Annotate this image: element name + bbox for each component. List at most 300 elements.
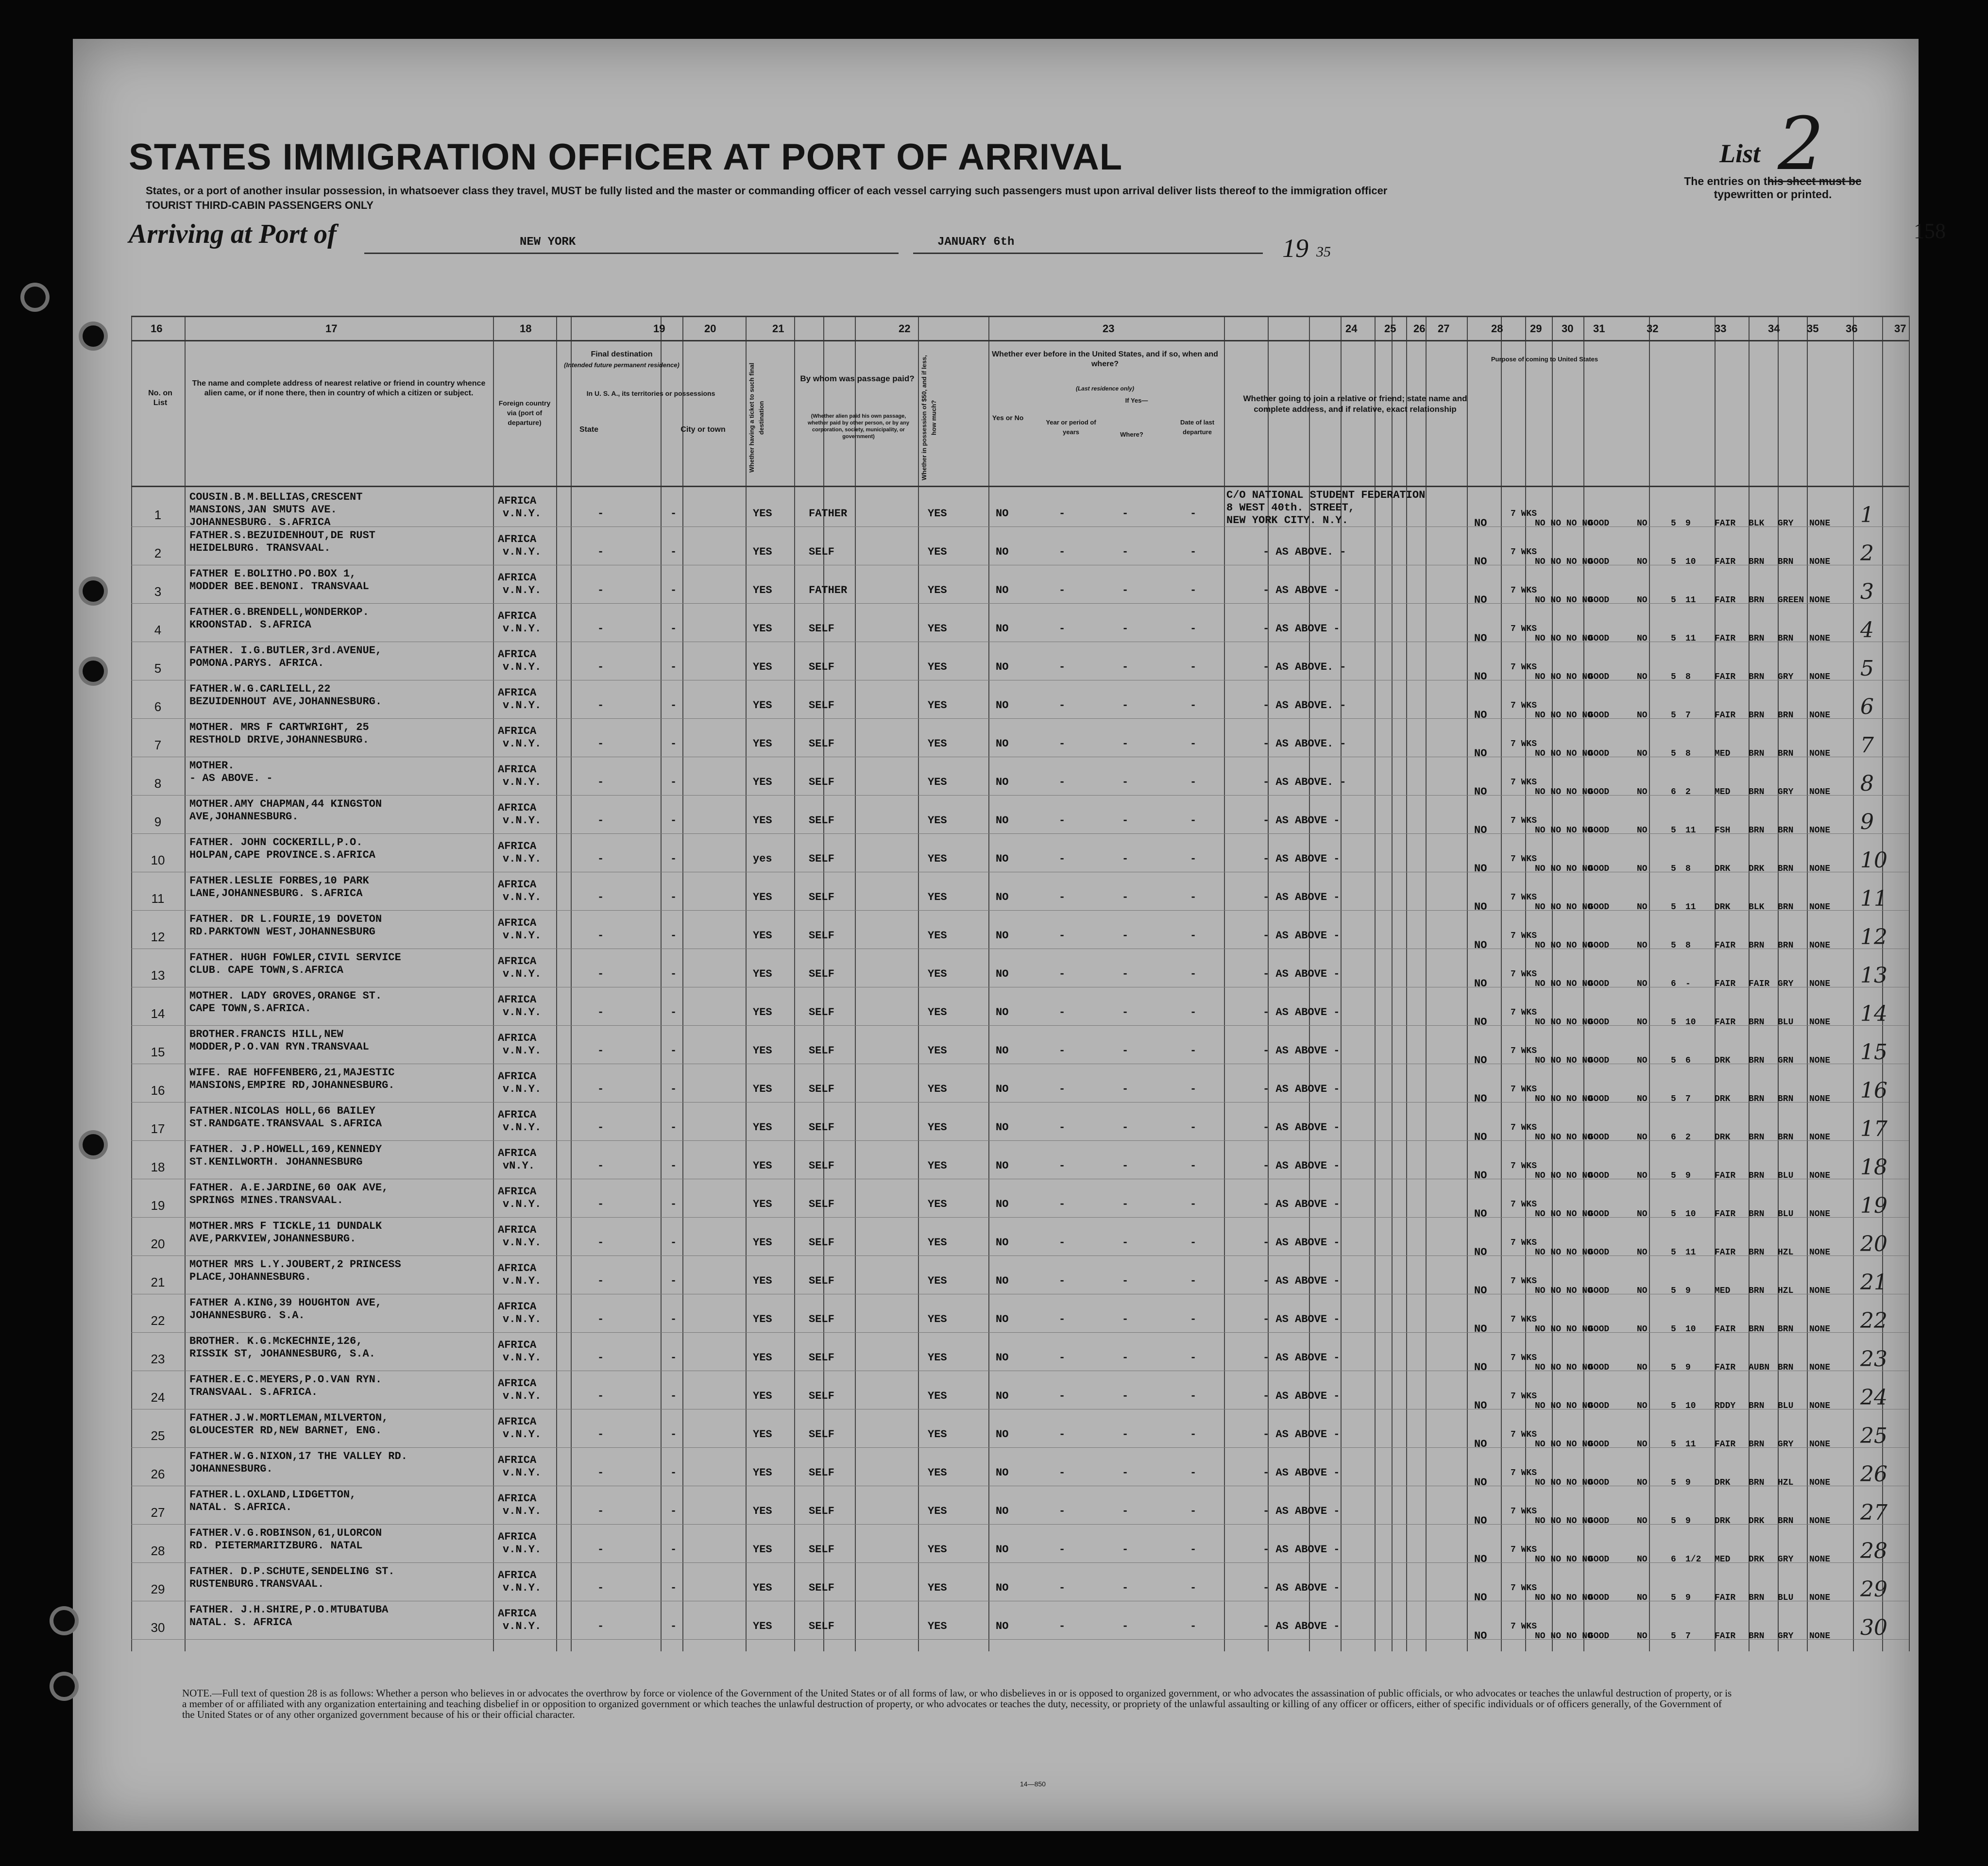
where-value: -	[1122, 1121, 1129, 1134]
money-value: YES	[928, 1582, 947, 1594]
eyes-value: BRN	[1778, 711, 1794, 720]
column-number-23: 23	[1103, 322, 1115, 335]
where-value: -	[1122, 508, 1129, 520]
passage-paid-value: SELF	[809, 1505, 834, 1517]
departure-value: -	[1190, 1544, 1197, 1556]
stay-length-value: 7 WKS	[1511, 1353, 1537, 1363]
health-value: GOOD	[1588, 557, 1610, 567]
row-number: 18	[151, 1160, 165, 1174]
year-suffix: 35	[1316, 244, 1331, 260]
passage-paid-value: SELF	[809, 1313, 834, 1325]
foreign-port-line: v.N.Y.	[503, 1237, 542, 1249]
foreign-port-line: v.N.Y.	[503, 508, 542, 520]
state-value: -	[597, 661, 604, 673]
before-us-value: NO	[996, 1006, 1009, 1018]
departure-value: -	[1190, 1390, 1197, 1402]
header-years: Year or period of years	[1046, 419, 1096, 436]
where-value: -	[1122, 1544, 1129, 1556]
health-value: GOOD	[1588, 864, 1610, 874]
column-number-24: 24	[1345, 322, 1358, 335]
departure-value: -	[1190, 546, 1197, 558]
row-number: 5	[154, 661, 162, 676]
header-join-relative: Whether going to join a relative or friend; state name and complete address, and if relative, exact relationship	[1243, 394, 1467, 414]
before-us-value: NO	[996, 1313, 1009, 1325]
binder-hole	[83, 661, 104, 682]
stay-length-value: 7 WKS	[1511, 1315, 1537, 1324]
purpose-value: NO	[1474, 863, 1487, 875]
passage-paid-value: SELF	[809, 661, 834, 673]
relative-address-line: ST.KENILWORTH. JOHANNESBURG	[189, 1156, 363, 1168]
health-value: GOOD	[1588, 1631, 1610, 1641]
column-number-16: 16	[151, 322, 163, 335]
ticket-value: YES	[753, 584, 772, 596]
foreign-port-line: AFRICA	[498, 1416, 537, 1428]
money-value: YES	[928, 968, 947, 980]
city-value: -	[670, 1467, 677, 1479]
relative-address-line: RISSIK ST, JOHANNESBURG, S.A.	[189, 1348, 375, 1360]
height-feet-value: 5	[1671, 595, 1676, 605]
join-relative-line: - AS ABOVE -	[1263, 1313, 1340, 1325]
binder-hole	[24, 287, 46, 308]
row-number: 28	[151, 1544, 165, 1558]
eyes-value: BRN	[1778, 1516, 1794, 1526]
departure-value: -	[1190, 623, 1197, 635]
height-inches-value: 10	[1685, 557, 1696, 567]
complexion-value: FAIR	[1715, 1631, 1736, 1641]
no-answers: NO NO NO NO	[1535, 1171, 1593, 1181]
relative-address-line: GLOUCESTER RD,NEW BARNET, ENG.	[189, 1425, 382, 1437]
join-relative-line: - AS ABOVE -	[1263, 1582, 1340, 1594]
departure-value: -	[1190, 968, 1197, 980]
foreign-port-line: AFRICA	[498, 917, 537, 929]
row-number: 30	[151, 1620, 165, 1635]
height-feet-value: 5	[1671, 1363, 1676, 1373]
height-feet-value: 6	[1671, 1555, 1676, 1564]
ticket-value: YES	[753, 1083, 772, 1095]
height-inches-value: 11	[1685, 595, 1696, 605]
pencil-tally: 7	[1860, 733, 1874, 758]
marks-value: NONE	[1809, 1324, 1831, 1334]
eyes-value: BRN	[1778, 826, 1794, 835]
purpose-value: NO	[1474, 556, 1487, 568]
city-value: -	[670, 776, 677, 788]
marks-value: NONE	[1809, 1593, 1831, 1603]
height-feet-value: 5	[1671, 749, 1676, 759]
no-answers: NO NO NO NO	[1535, 1094, 1593, 1104]
purpose-value: NO	[1474, 1361, 1487, 1374]
eyes-value: BLU	[1778, 1209, 1794, 1219]
row-number: 25	[151, 1428, 165, 1443]
passage-paid-value: SELF	[809, 1544, 834, 1556]
height-feet-value: 5	[1671, 864, 1676, 874]
health-value: GOOD	[1588, 1593, 1610, 1603]
ticket-value: YES	[753, 546, 772, 558]
relative-address-line: FATHER. J.H.SHIRE,P.O.MTUBATUBA	[189, 1604, 389, 1616]
before-us-value: NO	[996, 1582, 1009, 1594]
complexion-value: DRK	[1715, 1056, 1731, 1066]
row-number: 10	[151, 853, 165, 867]
header-final-destination-sub: (Intended future permanent residence)	[564, 361, 680, 369]
relative-address-line: BROTHER. K.G.McKECHNIE,126,	[189, 1335, 363, 1347]
hair-value: BRN	[1749, 634, 1765, 644]
relative-address-line: AVE,JOHANNESBURG.	[189, 811, 299, 823]
height-feet-value: 6	[1671, 979, 1676, 989]
foreign-port-line: v.N.Y.	[503, 853, 542, 865]
column-number-37: 37	[1894, 322, 1906, 335]
city-value: -	[670, 1390, 677, 1402]
before-us-value: NO	[996, 1620, 1009, 1632]
eyes-value: BRN	[1778, 1094, 1794, 1104]
height-inches-value: 2	[1685, 787, 1691, 797]
column-rule	[1909, 316, 1910, 1651]
pencil-tally: 8	[1860, 771, 1874, 796]
deformed-value: NO	[1637, 1555, 1648, 1564]
before-us-value: NO	[996, 1121, 1009, 1134]
departure-value: -	[1190, 584, 1197, 596]
ticket-value: YES	[753, 1121, 772, 1134]
foreign-port-line: AFRICA	[498, 610, 537, 622]
where-value: -	[1122, 1352, 1129, 1364]
binder-hole	[53, 1676, 75, 1697]
no-answers: NO NO NO NO	[1535, 1516, 1593, 1526]
before-us-value: NO	[996, 1237, 1009, 1249]
pencil-tally: 12	[1860, 925, 1887, 950]
pencil-tally: 10	[1860, 848, 1887, 873]
relative-address-line: RD. PIETERMARITZBURG. NATAL	[189, 1540, 363, 1552]
marks-value: NONE	[1809, 1056, 1831, 1066]
deformed-value: NO	[1637, 634, 1648, 644]
where-value: -	[1122, 891, 1129, 903]
passage-paid-value: SELF	[809, 1160, 834, 1172]
money-value: YES	[928, 1160, 947, 1172]
deformed-value: NO	[1637, 979, 1648, 989]
complexion-value: FAIR	[1715, 634, 1736, 644]
column-number-30: 30	[1562, 322, 1574, 335]
foreign-port-line: v.N.Y.	[503, 1313, 542, 1325]
stay-length-value: 7 WKS	[1511, 624, 1537, 634]
hair-value: BRN	[1749, 1440, 1765, 1449]
passage-paid-value: SELF	[809, 814, 834, 827]
row-number: 12	[151, 930, 165, 944]
health-value: GOOD	[1588, 1094, 1610, 1104]
marks-value: NONE	[1809, 1555, 1831, 1564]
years-value: -	[1059, 1045, 1066, 1057]
foreign-port-line: v.N.Y.	[503, 546, 542, 558]
eyes-value: BRN	[1778, 634, 1794, 644]
city-value: -	[670, 1505, 677, 1517]
no-answers: NO NO NO NO	[1535, 672, 1593, 682]
height-feet-value: 5	[1671, 1171, 1676, 1181]
relative-address-line: BEZUIDENHOUT AVE,JOHANNESBURG.	[189, 696, 382, 708]
stay-length-value: 7 WKS	[1511, 547, 1537, 557]
hair-value: BRN	[1749, 941, 1765, 950]
city-value: -	[670, 738, 677, 750]
class-line: TOURIST THIRD-CABIN PASSENGERS ONLY	[146, 199, 374, 211]
foreign-port-line: AFRICA	[498, 1569, 537, 1581]
money-value: YES	[928, 891, 947, 903]
relative-address-line: FATHER.E.C.MEYERS,P.O.VAN RYN.	[189, 1374, 382, 1386]
purpose-value: NO	[1474, 1630, 1487, 1642]
relative-address-line: MODDER,P.O.VAN RYN.TRANSVAAL	[189, 1041, 369, 1053]
relative-address-line: ST.RANDGATE.TRANSVAAL S.AFRICA	[189, 1118, 382, 1130]
where-value: -	[1122, 1237, 1129, 1249]
height-inches-value: 8	[1685, 672, 1691, 682]
purpose-value: NO	[1474, 594, 1487, 606]
passage-paid-value: SELF	[809, 1198, 834, 1210]
foreign-port-line: AFRICA	[498, 1301, 537, 1313]
height-inches-value: 8	[1685, 864, 1691, 874]
relative-address-line: LANE,JOHANNESBURG. S.AFRICA	[189, 887, 363, 899]
pencil-tally: 20	[1860, 1232, 1887, 1256]
relative-address-line: MOTHER. MRS F CARTWRIGHT, 25	[189, 721, 369, 733]
header-bottom-rule	[131, 486, 1909, 487]
eyes-value: GRY	[1778, 979, 1794, 989]
height-feet-value: 5	[1671, 1631, 1676, 1641]
money-value: YES	[928, 1620, 947, 1632]
stay-length-value: 7 WKS	[1511, 1545, 1537, 1555]
foreign-port-line: AFRICA	[498, 1608, 537, 1620]
row-number: 1	[154, 508, 162, 522]
foreign-port-line: v.N.Y.	[503, 1006, 542, 1018]
pencil-tally: 14	[1860, 1001, 1887, 1026]
where-value: -	[1122, 546, 1129, 558]
marks-value: NONE	[1809, 941, 1831, 950]
health-value: GOOD	[1588, 1401, 1610, 1411]
hair-value: BRN	[1749, 557, 1765, 567]
marks-value: NONE	[1809, 979, 1831, 989]
deformed-value: NO	[1637, 787, 1648, 797]
height-feet-value: 5	[1671, 826, 1676, 835]
deformed-value: NO	[1637, 941, 1648, 950]
hair-value: BRN	[1749, 1018, 1765, 1027]
footnote: NOTE.—Full text of question 28 is as follows: Whether a person who believes in or advocates the overthrow by force or violence of the Government of the United States or of all forms of law, or who disbelieves in or is opposed to organized government, or who advocates the assassination of public officials, or who advocates or teaches the unlawful destruction of property, or is a member of or affiliated with any organization entertaining and teaching disbelief in or opposition to organized government or which teaches the unlawful destruction of property, or who advocates or teaches the duty, necessity, or propriety of the unlawful assaulting or killing of any officer or officers, either of specific individuals or of officers generally, of the Government of the United States or of any other organized government because of his or their official character.	[182, 1687, 1732, 1720]
join-relative-line: - AS ABOVE -	[1263, 1006, 1340, 1018]
passage-paid-value: SELF	[809, 930, 834, 942]
height-feet-value: 5	[1671, 1401, 1676, 1411]
complexion-value: DRK	[1715, 1094, 1731, 1104]
height-inches-value: 9	[1685, 1286, 1691, 1296]
stay-length-value: 7 WKS	[1511, 893, 1537, 902]
money-value: YES	[928, 1505, 947, 1517]
relative-address-line: FATHER. D.P.SCHUTE,SENDELING ST.	[189, 1565, 395, 1578]
relative-address-line: FATHER.L.OXLAND,LIDGETTON,	[189, 1489, 357, 1501]
deformed-value: NO	[1637, 672, 1648, 682]
relative-address-line: FATHER.V.G.ROBINSON,61,ULORCON	[189, 1527, 382, 1539]
passage-paid-value: SELF	[809, 738, 834, 750]
eyes-value: BLU	[1778, 1401, 1794, 1411]
no-answers: NO NO NO NO	[1535, 1555, 1593, 1564]
health-value: GOOD	[1588, 787, 1610, 797]
purpose-value: NO	[1474, 1438, 1487, 1450]
relative-address-line: - AS ABOVE. -	[189, 772, 273, 784]
header-where: Where?	[1120, 431, 1143, 438]
header-departure-date: Date of last departure	[1180, 419, 1215, 436]
deformed-value: NO	[1637, 1056, 1648, 1066]
hair-value: BRN	[1749, 1324, 1765, 1334]
years-value: -	[1059, 1083, 1066, 1095]
ticket-value: YES	[753, 1045, 772, 1057]
no-answers: NO NO NO NO	[1535, 749, 1593, 759]
departure-value: -	[1190, 1045, 1197, 1057]
foreign-port-line: AFRICA	[498, 687, 537, 699]
no-answers: NO NO NO NO	[1535, 1209, 1593, 1219]
departure-value: -	[1190, 1620, 1197, 1632]
state-value: -	[597, 930, 604, 942]
header-if-yes: If Yes—	[1125, 397, 1148, 404]
stay-length-value: 7 WKS	[1511, 1430, 1537, 1440]
complexion-value: DRK	[1715, 1133, 1731, 1142]
deformed-value: NO	[1637, 1516, 1648, 1526]
relative-address-line: MOTHER. LADY GROVES,ORANGE ST.	[189, 990, 382, 1002]
column-rule	[1853, 316, 1854, 1651]
health-value: GOOD	[1588, 1440, 1610, 1449]
state-value: -	[597, 1160, 604, 1172]
deformed-value: NO	[1637, 1593, 1648, 1603]
header-state: State	[579, 425, 599, 434]
passage-paid-value: SELF	[809, 1006, 834, 1018]
before-us-value: NO	[996, 699, 1009, 712]
join-relative-line: C/O NATIONAL STUDENT FEDERATION	[1226, 489, 1426, 501]
column-rule	[682, 316, 683, 1651]
passage-paid-value: SELF	[809, 1275, 834, 1287]
purpose-value: NO	[1474, 1323, 1487, 1335]
city-value: -	[670, 699, 677, 712]
join-relative-line: - AS ABOVE -	[1263, 1620, 1340, 1632]
column-number-19: 19	[653, 322, 665, 335]
join-relative-line: NEW YORK CITY. N.Y.	[1226, 514, 1348, 526]
column-number-36: 36	[1846, 322, 1858, 335]
ticket-value: YES	[753, 814, 772, 827]
ticket-value: YES	[753, 661, 772, 673]
hair-value: DRK	[1749, 1555, 1765, 1564]
foreign-port-line: AFRICA	[498, 1147, 537, 1159]
foreign-port-line: AFRICA	[498, 994, 537, 1006]
passage-paid-value: SELF	[809, 891, 834, 903]
join-relative-line: - AS ABOVE. -	[1263, 661, 1346, 673]
join-relative-line: - AS ABOVE -	[1263, 968, 1340, 980]
state-value: -	[597, 1582, 604, 1594]
money-value: YES	[928, 1428, 947, 1441]
relative-address-line: JOHANNESBURG. S.A.	[189, 1309, 305, 1322]
no-answers: NO NO NO NO	[1535, 1248, 1593, 1257]
height-feet-value: 5	[1671, 1324, 1676, 1334]
header-passage-paid: By whom was passage paid?	[800, 374, 915, 383]
health-value: GOOD	[1588, 941, 1610, 950]
money-value: YES	[928, 1006, 947, 1018]
passage-paid-value: SELF	[809, 1467, 834, 1479]
passage-paid-value: SELF	[809, 623, 834, 635]
passage-paid-value: SELF	[809, 699, 834, 712]
money-value: YES	[928, 1544, 947, 1556]
row-number: 9	[154, 814, 162, 829]
foreign-port-line: v.N.Y.	[503, 661, 542, 673]
relative-address-line: FATHER E.BOLITHO.PO.BOX 1,	[189, 568, 357, 580]
years-value: -	[1059, 1237, 1066, 1249]
where-value: -	[1122, 738, 1129, 750]
passage-paid-value: FATHER	[809, 508, 848, 520]
complexion-value: FAIR	[1715, 595, 1736, 605]
height-inches-value: 10	[1685, 1324, 1696, 1334]
row-number: 7	[154, 738, 162, 752]
before-us-value: NO	[996, 1390, 1009, 1402]
header-before-us-sub: (Last residence only)	[1075, 385, 1135, 392]
binder-hole	[83, 325, 104, 347]
ticket-value: YES	[753, 1352, 772, 1364]
complexion-value: MED	[1715, 749, 1731, 759]
ticket-value: YES	[753, 699, 772, 712]
join-relative-line: - AS ABOVE -	[1263, 853, 1340, 865]
complexion-value: FAIR	[1715, 711, 1736, 720]
complexion-value: FAIR	[1715, 557, 1736, 567]
height-feet-value: 5	[1671, 519, 1676, 528]
money-value: YES	[928, 1198, 947, 1210]
marks-value: NONE	[1809, 787, 1831, 797]
purpose-value: NO	[1474, 786, 1487, 798]
health-value: GOOD	[1588, 1018, 1610, 1027]
ticket-value: YES	[753, 1313, 772, 1325]
eyes-value: BRN	[1778, 1363, 1794, 1373]
complexion-value: FAIR	[1715, 1209, 1736, 1219]
pencil-tally: 17	[1860, 1117, 1887, 1141]
ticket-value: YES	[753, 1390, 772, 1402]
marks-value: NONE	[1809, 1631, 1831, 1641]
money-value: YES	[928, 508, 947, 520]
city-value: -	[670, 1083, 677, 1095]
city-value: -	[670, 1006, 677, 1018]
city-value: -	[670, 508, 677, 520]
health-value: GOOD	[1588, 1171, 1610, 1181]
stay-length-value: 7 WKS	[1511, 701, 1537, 711]
health-value: GOOD	[1588, 672, 1610, 682]
stay-length-value: 7 WKS	[1511, 1583, 1537, 1593]
state-value: -	[597, 1198, 604, 1210]
column-number-rule	[131, 340, 1909, 341]
relative-address-line: PLACE,JOHANNESBURG.	[189, 1271, 311, 1283]
years-value: -	[1059, 1313, 1066, 1325]
purpose-value: NO	[1474, 978, 1487, 990]
relative-address-line: RD.PARKTOWN WEST,JOHANNESBURG	[189, 926, 375, 938]
foreign-port-line: v.N.Y.	[503, 1275, 542, 1287]
where-value: -	[1122, 1275, 1129, 1287]
city-value: -	[670, 1313, 677, 1325]
row-number: 29	[151, 1582, 165, 1596]
stay-length-value: 7 WKS	[1511, 662, 1537, 672]
relative-address-line: HOLPAN,CAPE PROVINCE.S.AFRICA	[189, 849, 375, 861]
foreign-port-line: v.N.Y.	[503, 1390, 542, 1402]
ticket-value: YES	[753, 1006, 772, 1018]
money-value: YES	[928, 1467, 947, 1479]
height-feet-value: 6	[1671, 787, 1676, 797]
pencil-tally: 22	[1860, 1308, 1887, 1333]
where-value: -	[1122, 1467, 1129, 1479]
height-inches-value: 2	[1685, 1133, 1691, 1142]
complexion-value: MED	[1715, 1555, 1731, 1564]
header-ticket: Whether having a ticket to such final destination	[748, 362, 765, 473]
relative-address-line: RESTHOLD DRIVE,JOHANNESBURG.	[189, 734, 369, 746]
foreign-port-line: v.N.Y.	[503, 1428, 542, 1441]
stay-length-value: 7 WKS	[1511, 1276, 1537, 1286]
hair-value: BRN	[1749, 1171, 1765, 1181]
deformed-value: NO	[1637, 1478, 1648, 1488]
before-us-value: NO	[996, 1045, 1009, 1057]
hair-value: BRN	[1749, 1056, 1765, 1066]
foreign-port-line: v.N.Y.	[503, 891, 542, 903]
city-value: -	[670, 1121, 677, 1134]
purpose-value: NO	[1474, 709, 1487, 721]
complexion-value: DRK	[1715, 902, 1731, 912]
marks-value: NONE	[1809, 1440, 1831, 1449]
row-number: 27	[151, 1505, 165, 1520]
